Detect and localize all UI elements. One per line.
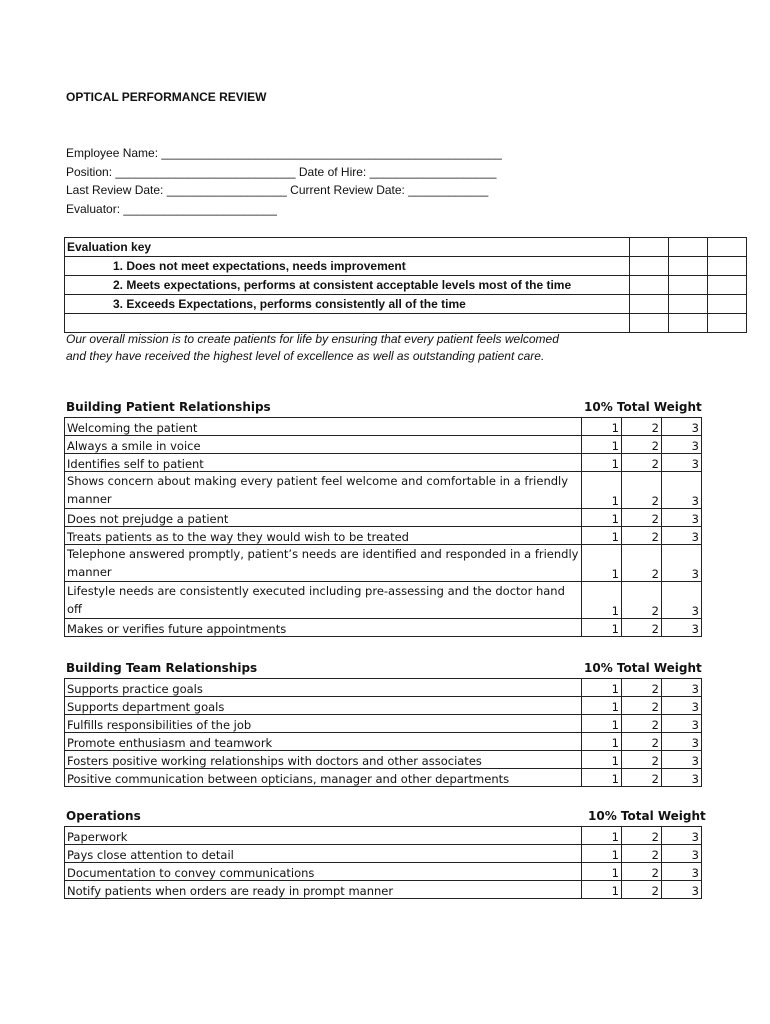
table-row [65,619,702,637]
section-weight: 10% Total Weight [584,400,702,414]
criterion-label: Fulfills responsibilities of the job [65,715,582,733]
criterion-label: Identifies self to patient [65,454,582,472]
rating-option[interactable]: 2 [622,619,662,637]
criterion-label: Supports practice goals [65,679,582,697]
rating-option[interactable]: 3 [662,545,702,582]
evaluation-key-row [65,276,747,295]
evaluation-key-row [65,314,747,333]
rating-option[interactable]: 2 [622,472,662,509]
evaluation-key-row [65,295,747,314]
table-row [65,827,702,845]
rating-option[interactable]: 3 [662,697,702,715]
criterion-label: Documentation to convey communications [65,863,582,881]
rating-option[interactable]: 1 [582,863,622,881]
rating-option[interactable]: 3 [662,733,702,751]
rating-option[interactable]: 2 [622,881,662,899]
section-weight: 10% Total Weight [584,661,702,675]
rating-option[interactable]: 3 [662,863,702,881]
criterion-label: Paperwork [65,827,582,845]
rating-option[interactable]: 1 [582,715,622,733]
rating-option[interactable]: 2 [622,751,662,769]
rating-option[interactable]: 1 [582,881,622,899]
evaluation-key-item: 1. Does not meet expectations, needs improvement [65,257,630,276]
criterion-label: Promote enthusiasm and teamwork [65,733,582,751]
rating-option[interactable]: 3 [662,472,702,509]
rating-option[interactable]: 1 [582,454,622,472]
criterion-label: Supports department goals [65,697,582,715]
criterion-label: Positive communication between opticians, manager and other departments [65,769,582,787]
rating-option[interactable]: 1 [582,509,622,527]
table-row [65,881,702,899]
table-row [65,715,702,733]
table-row [65,751,702,769]
rating-option[interactable]: 2 [622,436,662,454]
review-dates-field[interactable]: Last Review Date: __________________ Current Review Date: ____________ [66,183,489,197]
rating-option[interactable]: 1 [582,472,622,509]
table-row [65,733,702,751]
rating-option[interactable]: 3 [662,715,702,733]
rating-option[interactable]: 2 [622,697,662,715]
rating-option[interactable]: 1 [582,827,622,845]
table-row [65,582,702,619]
rating-option[interactable]: 1 [582,845,622,863]
criteria-table [64,417,702,637]
position-hire-field[interactable]: Position: ___________________________ Date of Hire: ___________________ [66,165,497,179]
rating-option[interactable]: 1 [582,733,622,751]
section-weight: 10% Total Weight [588,809,706,823]
rating-option[interactable]: 2 [622,454,662,472]
table-row [65,418,702,436]
rating-option[interactable]: 3 [662,418,702,436]
rating-option[interactable]: 3 [662,845,702,863]
criterion-label: Always a smile in voice [65,436,582,454]
rating-option[interactable]: 3 [662,619,702,637]
evaluation-key-row [65,238,747,257]
rating-option[interactable]: 3 [662,679,702,697]
section-title: Building Team Relationships [66,661,258,675]
evaluator-field[interactable]: Evaluator: _______________________ [66,202,277,216]
rating-option[interactable]: 2 [622,733,662,751]
rating-option[interactable]: 2 [622,769,662,787]
rating-option[interactable]: 3 [662,527,702,545]
rating-option[interactable]: 2 [622,863,662,881]
evaluation-key-heading: Evaluation key [65,238,630,257]
mission-statement: Our overall mission is to create patients for life by ensuring that every patient feels welcomed and they have received the highest level of excellence as well as outstanding patient care. [66,332,559,363]
rating-option[interactable]: 2 [622,827,662,845]
table-row [65,769,702,787]
rating-option[interactable]: 3 [662,509,702,527]
rating-option[interactable]: 1 [582,619,622,637]
criterion-label: Lifestyle needs are consistently executed including pre-assessing and the doctor hand off [65,582,582,619]
rating-option[interactable]: 2 [622,715,662,733]
rating-option[interactable]: 2 [622,509,662,527]
evaluation-key-row [65,257,747,276]
criterion-label: Welcoming the patient [65,418,582,436]
rating-option[interactable]: 2 [622,527,662,545]
criteria-table [64,826,702,899]
table-row [65,436,702,454]
rating-option[interactable]: 1 [582,582,622,619]
rating-option[interactable]: 1 [582,527,622,545]
evaluation-key-table [64,237,747,333]
criterion-label: Notify patients when orders are ready in prompt manner [65,881,582,899]
criterion-label: Pays close attention to detail [65,845,582,863]
table-row [65,509,702,527]
criterion-label: Treats patients as to the way they would wish to be treated [65,527,582,545]
table-row [65,545,702,582]
rating-option[interactable]: 2 [622,545,662,582]
criterion-label: Makes or verifies future appointments [65,619,582,637]
table-row [65,527,702,545]
rating-option[interactable]: 1 [582,418,622,436]
table-row [65,454,702,472]
rating-option[interactable]: 3 [662,582,702,619]
rating-option[interactable]: 3 [662,881,702,899]
table-row [65,472,702,509]
rating-option[interactable]: 2 [622,582,662,619]
criterion-label: Telephone answered promptly, patient’s needs are identified and responded in a friendly manner [65,545,582,582]
rating-option[interactable]: 2 [622,845,662,863]
rating-option[interactable]: 2 [622,679,662,697]
rating-option[interactable]: 3 [662,454,702,472]
page-title: OPTICAL PERFORMANCE REVIEW [66,90,267,104]
criterion-label: Does not prejudge a patient [65,509,582,527]
evaluation-key-item: 2. Meets expectations, performs at consistent acceptable levels most of the time [65,276,630,295]
criterion-label: Shows concern about making every patient feel welcome and comfortable in a friendly manner [65,472,582,509]
rating-option[interactable]: 3 [662,827,702,845]
employee-name-field[interactable]: Employee Name: ___________________________________________________ [66,146,502,160]
evaluation-key-item: 3. Exceeds Expectations, performs consistently all of the time [65,295,630,314]
rating-option[interactable]: 3 [662,769,702,787]
rating-option[interactable]: 1 [582,679,622,697]
rating-option[interactable]: 1 [582,545,622,582]
rating-option[interactable]: 1 [582,769,622,787]
section-title: Operations [66,809,141,823]
table-row [65,679,702,697]
table-row [65,697,702,715]
rating-option[interactable]: 2 [622,418,662,436]
criteria-table [64,678,702,787]
rating-option[interactable]: 3 [662,751,702,769]
rating-option[interactable]: 1 [582,751,622,769]
table-row [65,845,702,863]
rating-option[interactable]: 1 [582,436,622,454]
section-title: Building Patient Relationships [66,400,271,414]
table-row [65,863,702,881]
rating-option[interactable]: 1 [582,697,622,715]
criterion-label: Fosters positive working relationships with doctors and other associates [65,751,582,769]
rating-option[interactable]: 3 [662,436,702,454]
